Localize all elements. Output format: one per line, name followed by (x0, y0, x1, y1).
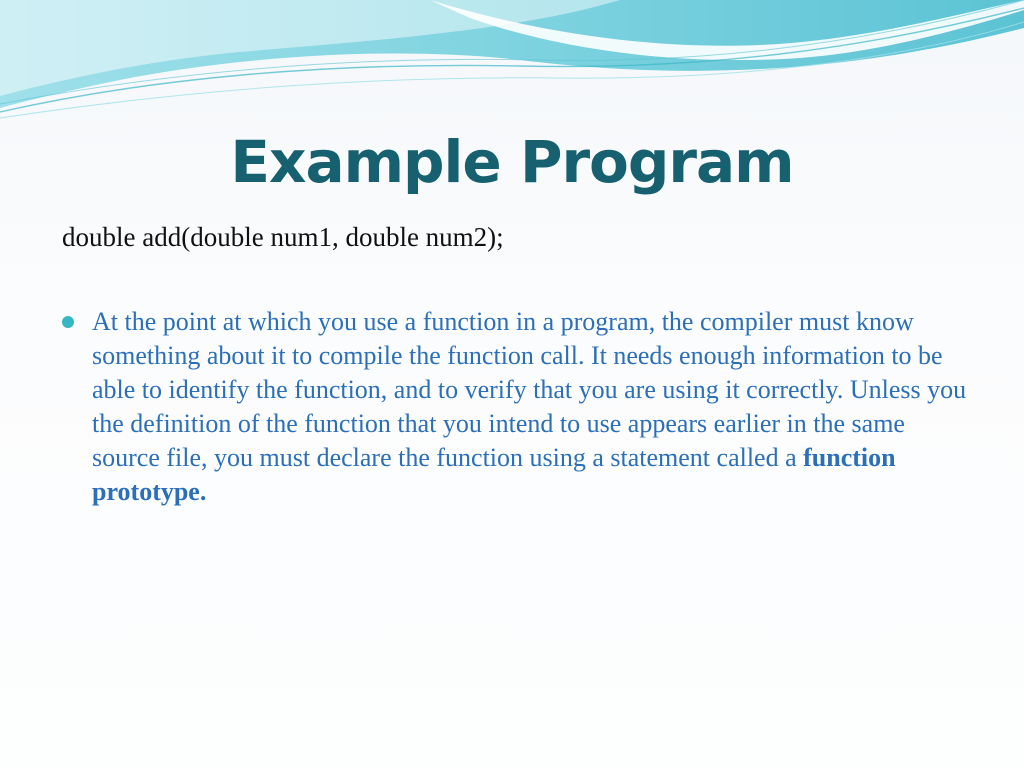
header-wave-decoration (0, 0, 1024, 130)
function-declaration-code: double add(double num1, double num2); (62, 222, 504, 252)
bullet-text-body: At the point at which you use a function in a program, the compiler must know something about it to compile the function call. It needs enough information to be able to identify the function, and to verify that you are using it correctly. Unless you the definition of the function that you intend to use appears earlier in the same source file, you must declare the function using a statement called a (92, 307, 967, 472)
bullet-item (62, 305, 967, 509)
bullet-paragraph (92, 305, 967, 509)
bullet-text-emphasis: function prototype. (92, 443, 896, 506)
slide-title: Example Program (230, 128, 794, 196)
bullet-dot-icon (62, 316, 74, 328)
